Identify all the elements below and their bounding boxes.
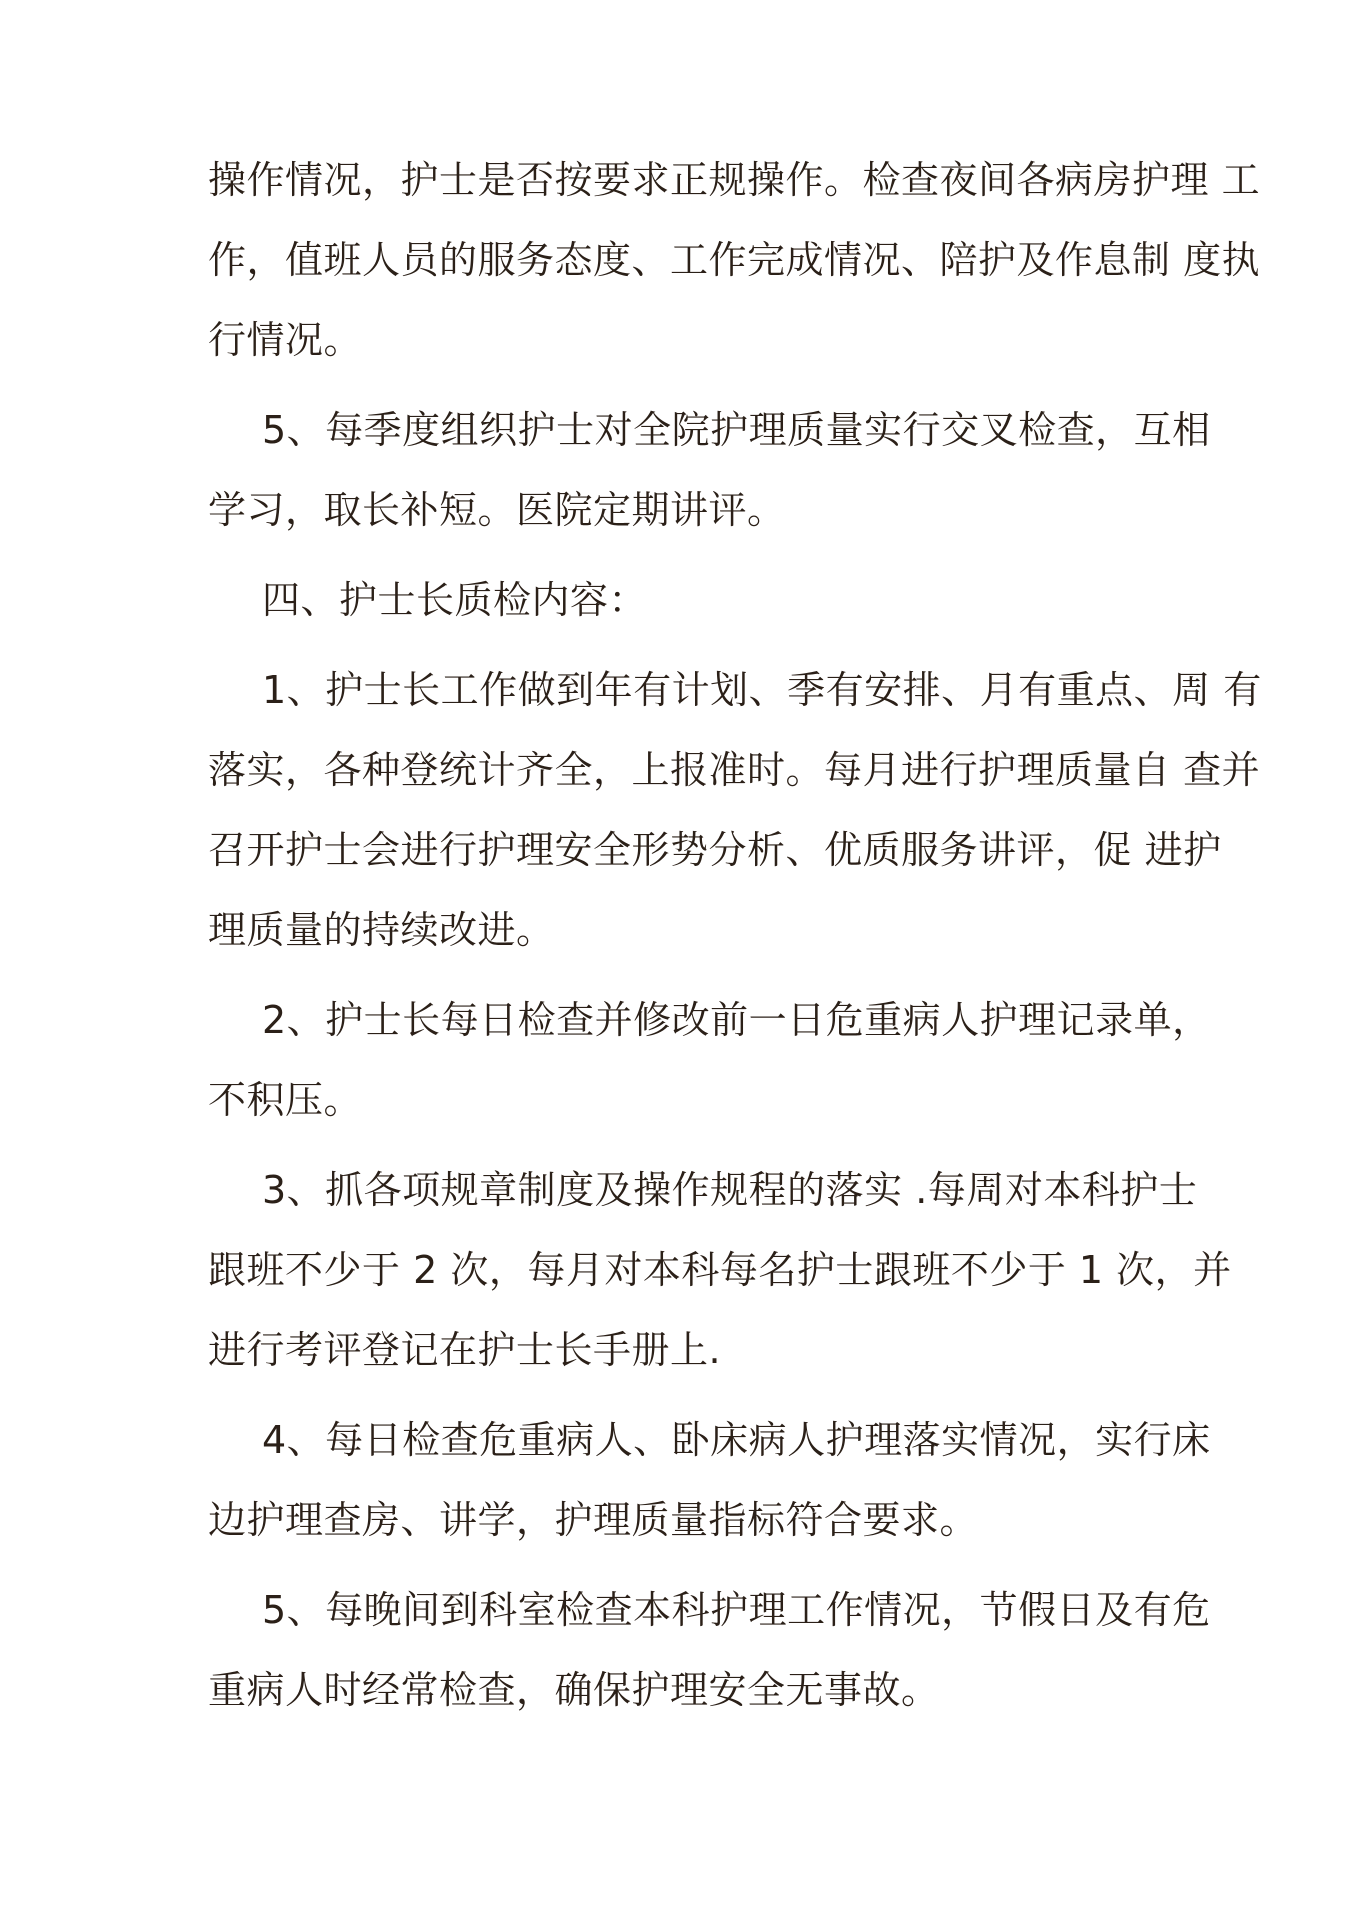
- paragraph-item-5-evening-check: [208, 1570, 1211, 1730]
- text-line: 3、抓各项规章制度及操作规程的落实 .每周对本科护士: [262, 1168, 1198, 1212]
- text-line: 重病人时经常检查，确保护理安全无事故。: [208, 1668, 940, 1712]
- text-line: 5、每季度组织护士对全院护理质量实行交叉检查，互相: [262, 408, 1211, 452]
- paragraph-item-2-daily-records: [208, 980, 1211, 1140]
- text-line: 落实，各种登统计齐全，上报准时。每月进行护理质量自 查并: [208, 748, 1261, 792]
- document-body: [208, 140, 1262, 1740]
- text-line: 不积压。: [208, 1078, 363, 1122]
- section-heading-head-nurse-inspection: [208, 560, 1168, 640]
- text-line: 学习，取长补短。医院定期讲评。: [208, 488, 786, 532]
- paragraph-continuation: [208, 140, 1261, 380]
- text-line: 1、护士长工作做到年有计划、季有安排、月有重点、周 有: [262, 668, 1262, 712]
- text-line: 4、每日检查危重病人、卧床病人护理落实情况，实行床: [262, 1418, 1211, 1462]
- text-line: 召开护士会进行护理安全形势分析、优质服务讲评，促 进护: [208, 828, 1222, 872]
- text-line: 作，值班人员的服务态度、工作完成情况、陪护及作息制 度执: [208, 238, 1261, 282]
- paragraph-item-1-planning: [208, 650, 1262, 970]
- text-line: 理质量的持续改进。: [208, 908, 555, 952]
- text-line: 进行考评登记在护士长手册上.: [208, 1328, 722, 1372]
- text-line: 操作情况，护士是否按要求正规操作。检查夜间各病房护理 工: [208, 158, 1261, 202]
- text-line: 5、每晚间到科室检查本科护理工作情况，节假日及有危: [262, 1588, 1211, 1632]
- text-line: 行情况。: [208, 318, 363, 362]
- paragraph-item-5-cross-check: [208, 390, 1211, 550]
- paragraph-item-3-regulations: [208, 1150, 1232, 1390]
- paragraph-item-4-critical-patients: [208, 1400, 1211, 1560]
- text-line: 2、护士长每日检查并修改前一日危重病人护理记录单，: [262, 998, 1211, 1042]
- text-line: 边护理查房、讲学，护理质量指标符合要求。: [208, 1498, 979, 1542]
- text-line: 四、护士长质检内容：: [262, 578, 648, 622]
- text-line: 跟班不少于 2 次，每月对本科每名护士跟班不少于 1 次，并: [208, 1248, 1232, 1292]
